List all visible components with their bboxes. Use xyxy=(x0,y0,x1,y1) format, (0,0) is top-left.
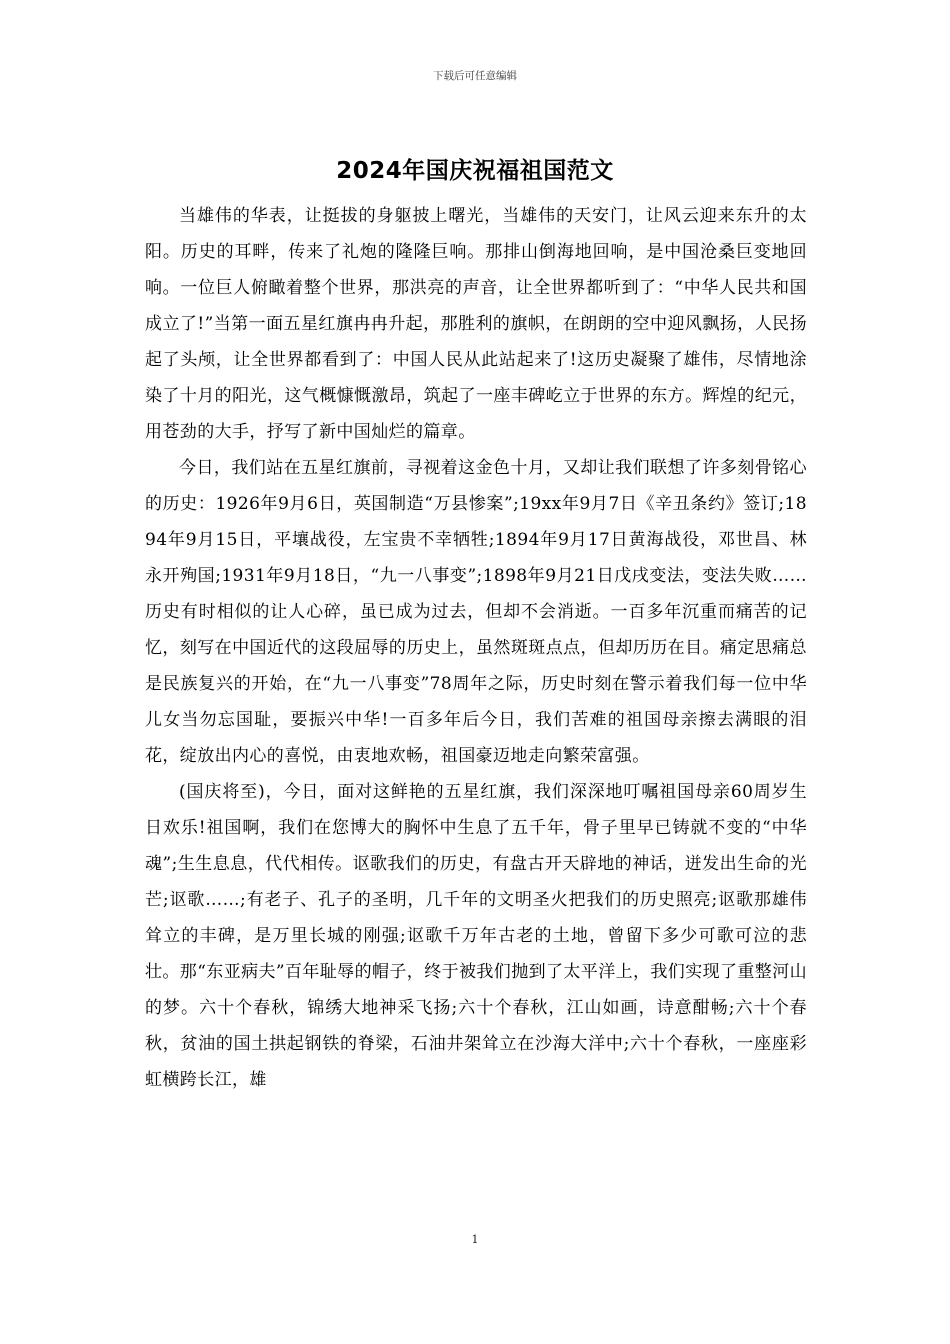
header-note: 下载后可任意编辑 xyxy=(433,70,517,82)
document-title: 2024年国庆祝福祖国范文 xyxy=(336,158,614,184)
paragraph: (国庆将至)，今日，面对这鲜艳的五星红旗，我们深深地叮嘱祖国母亲60周岁生日欢乐!祖国啊，我们在您博大的胸怀中生息了五千年，骨子里早已铸就不变的“中华魂”;生生息息，代代相传。讴歌我们的历史，有盘古开天辟地的神话，迸发出生命的光芒;讴歌……;有老子、孔子的圣明，几千年的文明圣火把我们的历史照亮;讴歌那雄伟耸立的丰碑，是万里长城的刚强;讴歌千万年古老的土地，曾留下多少可歌可泣的悲壮。那“东亚病夫”百年耻辱的帽子，终于被我们抛到了太平洋上，我们实现了重整河山的梦。六十个春秋，锦绣大地神采飞扬;六十个春秋，江山如画，诗意酣畅;六十个春秋，贫油的国土拱起钢铁的脊梁，石油井架耸立在沙海大洋中;六十个春秋，一座座彩虹横跨长江，雄 xyxy=(145,782,807,1090)
page-number: 1 xyxy=(471,1233,479,1246)
paragraph: 今日，我们站在五星红旗前，寻视着这金色十月，又却让我们联想了许多刻骨铭心的历史：1926年9月6日，英国制造“万县惨案”;19xx年9月7日《辛丑条约》签订;1894年9月15日，平壤战役，左宝贵不幸牺牲;1894年9月17日黄海战役，邓世昌、林永开殉国;1931年9月18日，“九一八事变”;1898年9月21日戊戌变法，变法失败……历史有时相似的让人心碎，虽已成为过去，但却不会消逝。一百多年沉重而痛苦的记忆，刻写在中国近代的这段屈辱的历史上，虽然斑斑点点，但却历历在目。痛定思痛总是民族复兴的开始，在“九一八事变”78周年之际，历史时刻在警示着我们每一位中华儿女当勿忘国耻，要振兴中华!一百多年后今日，我们苦难的祖国母亲擦去满眼的泪花，绽放出内心的喜悦，由衷地欢畅，祖国豪迈地走向繁荣富强。 xyxy=(145,458,807,766)
paragraph: 当雄伟的华表，让挺拔的身躯披上曙光，当雄伟的天安门，让风云迎来东升的太阳。历史的耳畔，传来了礼炮的隆隆巨响。那排山倒海地回响，是中国沧桑巨变地回响。一位巨人俯瞰着整个世界，那洪亮的声音，让全世界都听到了：“中华人民共和国成立了!”当第一面五星红旗冉冉升起，那胜利的旗帜，在朗朗的空中迎风飘扬，人民扬起了头颅，让全世界都看到了：中国人民从此站起来了!这历史凝聚了雄伟，尽情地涂染了十月的阳光，这气概慷慨激昂，筑起了一座丰碑屹立于世界的东方。辉煌的纪元，用苍劲的大手，抒写了新中国灿烂的篇章。 xyxy=(145,206,807,442)
document-body xyxy=(145,198,807,1098)
